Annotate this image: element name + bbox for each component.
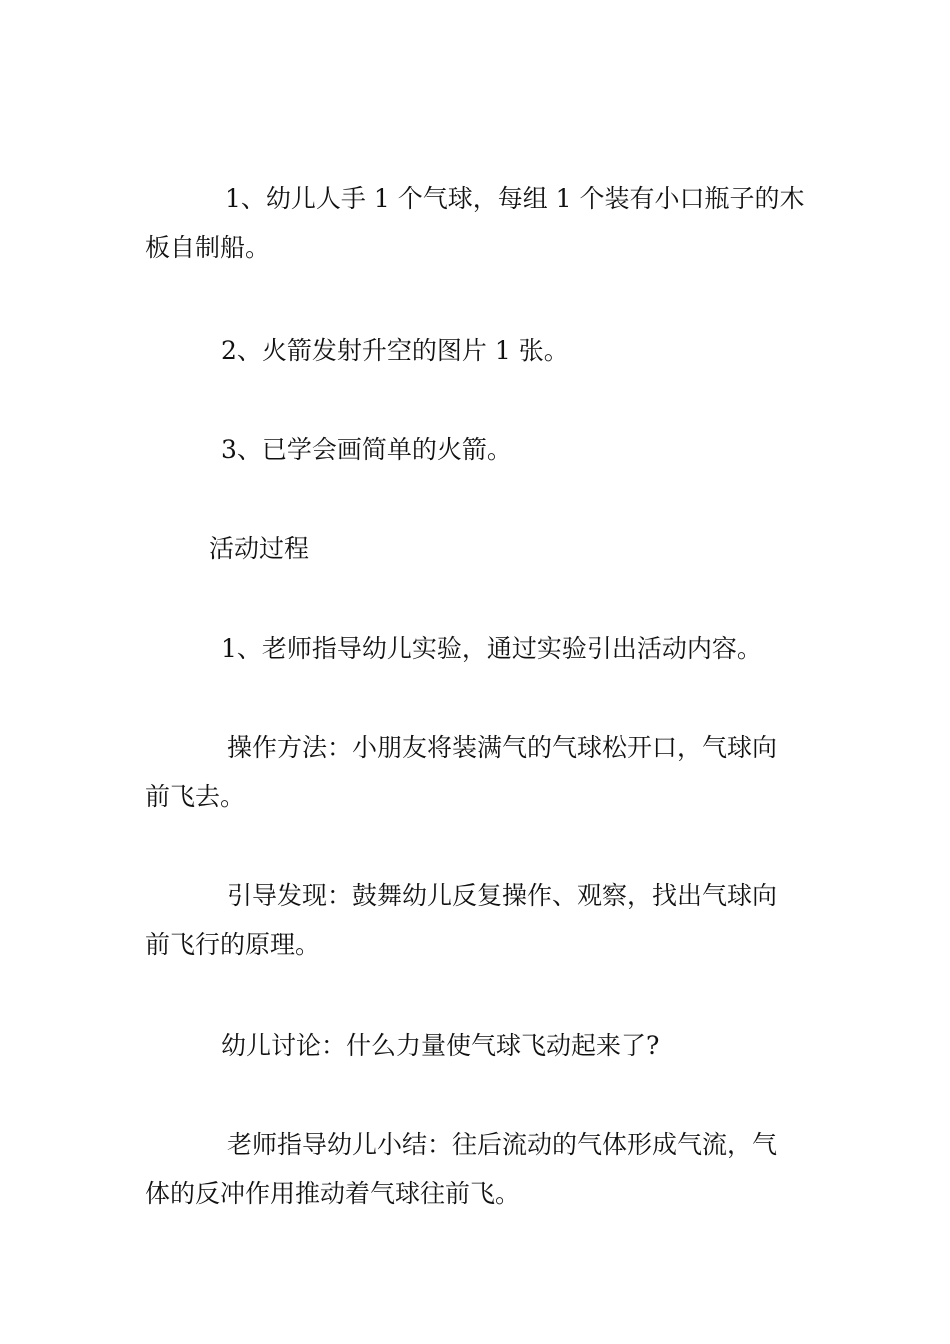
paragraph-line: 1、幼儿人手 1 个气球，每组 1 个装有小口瓶子的木	[225, 184, 805, 213]
paragraph-line: 操作方法：小朋友将装满气的气球松开口，气球向	[227, 733, 778, 762]
paragraph-teacher-summary	[145, 1120, 810, 1218]
paragraph-step-1	[145, 624, 810, 673]
paragraph-materials-1	[145, 174, 810, 272]
paragraph-line: 前飞去。	[145, 782, 246, 811]
section-heading-activity-process	[145, 524, 810, 573]
paragraph-operation-method	[145, 723, 810, 821]
paragraph-guided-discovery	[145, 871, 810, 969]
paragraph-line: 3、已学会画简单的火箭。	[221, 435, 512, 464]
paragraph-line: 板自制船。	[145, 233, 271, 262]
paragraph-materials-2	[145, 326, 810, 375]
paragraph-line: 体的反冲作用推动着气球往前飞。	[145, 1179, 521, 1208]
paragraph-line: 前飞行的原理。	[145, 930, 321, 959]
paragraph-line: 老师指导幼儿小结：往后流动的气体形成气流，气	[227, 1130, 778, 1159]
paragraph-child-discussion	[145, 1021, 810, 1070]
section-heading-text: 活动过程	[209, 534, 310, 563]
paragraph-line: 1、老师指导幼儿实验，通过实验引出活动内容。	[221, 634, 762, 663]
paragraph-line: 幼儿讨论：什么力量使气球飞动起来了?	[221, 1031, 660, 1060]
paragraph-materials-3	[145, 425, 810, 474]
paragraph-line: 引导发现：鼓舞幼儿反复操作、观察，找出气球向	[227, 881, 778, 910]
paragraph-line: 2、火箭发射升空的图片 1 张。	[221, 336, 569, 365]
